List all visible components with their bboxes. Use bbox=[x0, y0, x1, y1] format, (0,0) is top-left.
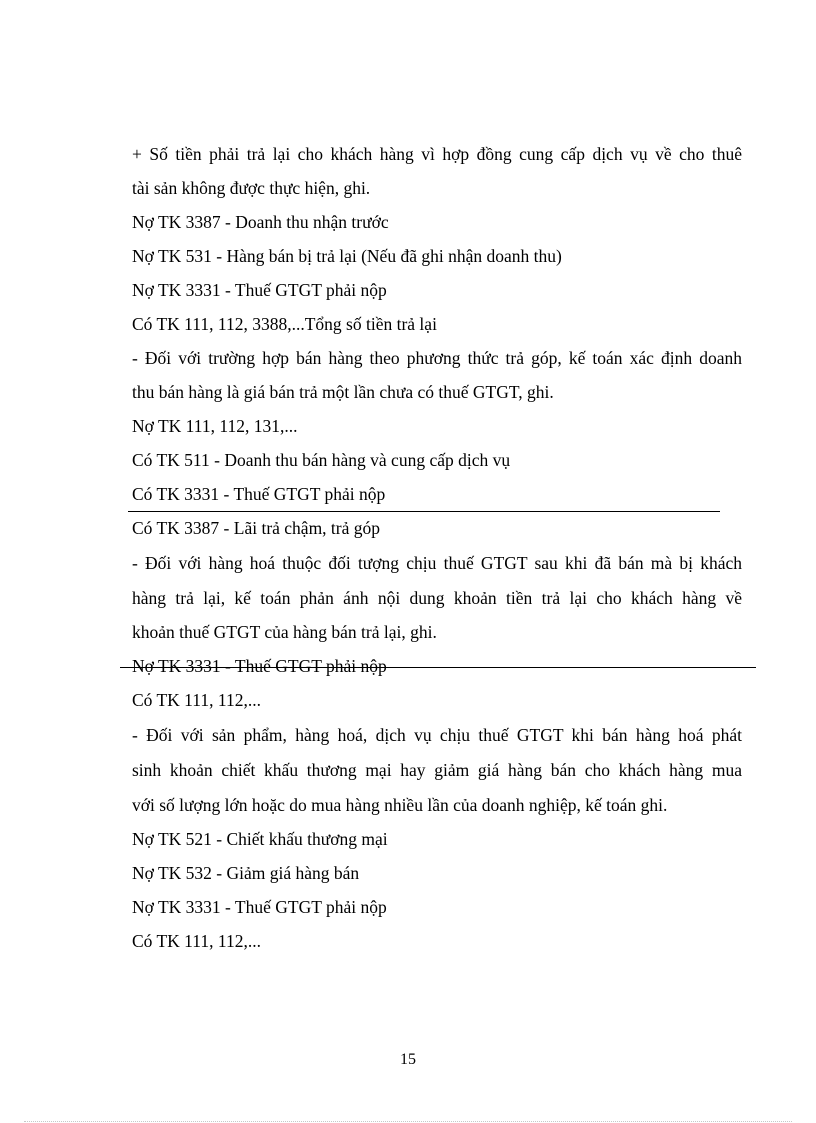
text-line: Có TK 511 - Doanh thu bán hàng và cung cấp dịch vụ bbox=[132, 450, 511, 470]
text-line: khoản thuế GTGT của hàng bán trả lại, ghi. bbox=[132, 622, 437, 642]
text-line: Có TK 111, 112,... bbox=[132, 931, 261, 951]
text-line: Có TK 3387 - Lãi trả chậm, trả góp bbox=[132, 518, 381, 538]
text-line: sinh khoản chiết khấu thương mại hay giảm giá hàng bán cho khách hàng mua bbox=[132, 760, 742, 780]
horizontal-rule bbox=[128, 511, 720, 512]
text-line: Nợ TK 531 - Hàng bán bị trả lại (Nếu đã ghi nhận doanh thu) bbox=[132, 246, 562, 266]
text-line: Nợ TK 3331 - Thuế GTGT phải nộp bbox=[132, 656, 387, 676]
text-line: hàng trả lại, kế toán phản ánh nội dung khoản tiền trả lại cho khách hàng về bbox=[132, 588, 742, 608]
text-line: Có TK 111, 112,... bbox=[132, 690, 261, 710]
text-line: + Số tiền phải trả lại cho khách hàng vì hợp đồng cung cấp dịch vụ về cho thuê bbox=[132, 144, 742, 164]
text-line: thu bán hàng là giá bán trả một lần chưa có thuế GTGT, ghi. bbox=[132, 382, 554, 402]
text-line: Nợ TK 3331 - Thuế GTGT phải nộp bbox=[132, 280, 387, 300]
page-bottom-border bbox=[24, 1121, 792, 1122]
text-line: Nợ TK 521 - Chiết khấu thương mại bbox=[132, 829, 388, 849]
text-line: Nợ TK 111, 112, 131,... bbox=[132, 416, 298, 436]
text-line: Nợ TK 3331 - Thuế GTGT phải nộp bbox=[132, 897, 387, 917]
text-line: - Đối với sản phẩm, hàng hoá, dịch vụ chịu thuế GTGT khi bán hàng hoá phát bbox=[132, 725, 742, 745]
text-line: Nợ TK 3387 - Doanh thu nhận trước bbox=[132, 212, 389, 232]
text-line: - Đối với trường hợp bán hàng theo phương thức trả góp, kế toán xác định doanh bbox=[132, 348, 742, 368]
text-line: - Đối với hàng hoá thuộc đối tượng chịu thuế GTGT sau khi đã bán mà bị khách bbox=[132, 553, 742, 573]
text-line: tài sản không được thực hiện, ghi. bbox=[132, 178, 371, 198]
page-number: 15 bbox=[400, 1051, 416, 1068]
strike-rule bbox=[120, 667, 756, 668]
text-line: Có TK 111, 112, 3388,...Tổng số tiền trả lại bbox=[132, 314, 437, 334]
text-line: Có TK 3331 - Thuế GTGT phải nộp bbox=[132, 484, 386, 504]
text-line: với số lượng lớn hoặc do mua hàng nhiều lần của doanh nghiệp, kế toán ghi. bbox=[132, 795, 668, 815]
text-line: Nợ TK 532 - Giảm giá hàng bán bbox=[132, 863, 360, 883]
